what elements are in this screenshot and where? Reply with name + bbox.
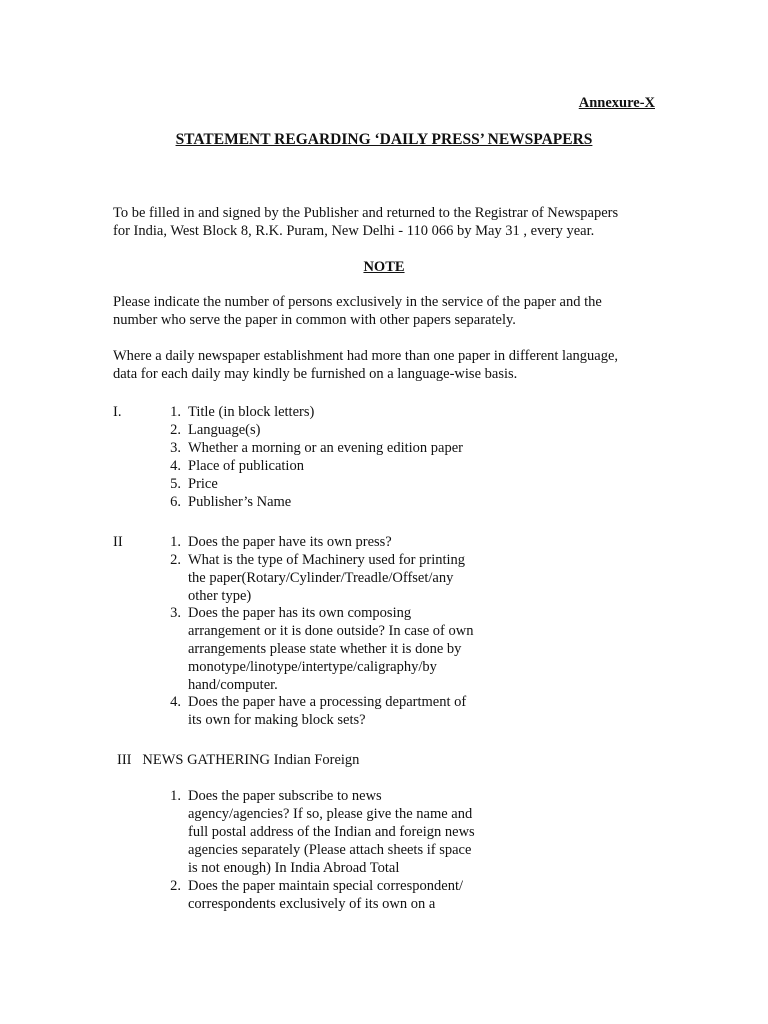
list-item: [188, 693, 466, 729]
intro-line: To be filled in and signed by the Publisher and returned to the Registrar of Newspapers: [113, 205, 619, 221]
list-item-line: Does the paper has its own composing: [188, 605, 412, 621]
note-line: Where a daily newspaper establishment had more than one paper in different language,: [113, 348, 619, 364]
list-item: Publisher’s Name: [188, 494, 292, 510]
list-item-line: Does the paper subscribe to news: [188, 788, 382, 804]
list-item-line: full postal address of the Indian and foreign news: [188, 824, 475, 840]
list-item: Language(s): [188, 422, 261, 438]
list-item-number: 5.: [170, 476, 181, 492]
list-item-line: Does the paper have a processing department of: [188, 694, 467, 710]
note-heading: NOTE: [363, 259, 405, 275]
list-item-number: 2.: [170, 552, 181, 568]
list-item-number: 1.: [170, 534, 181, 550]
document-title: STATEMENT REGARDING ‘DAILY PRESS’ NEWSPAPERS: [175, 131, 593, 148]
list-item-line: monotype/linotype/intertype/caligraphy/by: [188, 659, 437, 675]
list-item-line: agency/agencies? If so, please give the name and: [188, 806, 473, 822]
note-paragraph-2: [113, 347, 653, 383]
list-item-number: 3.: [170, 440, 181, 456]
list-item-line: correspondents exclusively of its own on a: [188, 896, 436, 912]
list-item-number: 2.: [170, 422, 181, 438]
list-item-line: its own for making block sets?: [188, 712, 366, 728]
list-item-number: 6.: [170, 494, 181, 510]
list-item-number: 1.: [170, 404, 181, 420]
list-item-line: arrangements please state whether it is done by: [188, 641, 462, 657]
note-line: number who serve the paper in common with other papers separately.: [113, 312, 516, 328]
list-item-number: 3.: [170, 605, 181, 621]
list-item-number: 4.: [170, 458, 181, 474]
list-item: Whether a morning or an evening edition paper: [188, 440, 463, 456]
list-item-line: Does the paper have its own press?: [188, 534, 392, 550]
list-item: [188, 787, 475, 877]
list-item-line: the paper(Rotary/Cylinder/Treadle/Offset/any: [188, 570, 454, 586]
list-item: [188, 533, 392, 551]
section-2-label: II: [113, 534, 123, 550]
list-item: Place of publication: [188, 458, 304, 474]
list-item: [188, 604, 473, 694]
note-line: data for each daily may kindly be furnished on a language-wise basis.: [113, 366, 518, 382]
list-item: [188, 877, 463, 913]
list-item-number: 4.: [170, 694, 181, 710]
note-line: Please indicate the number of persons exclusively in the service of the paper and the: [113, 294, 602, 310]
list-item-number: 2.: [170, 878, 181, 894]
list-item-line: hand/computer.: [188, 677, 278, 693]
list-item-line: What is the type of Machinery used for printing: [188, 552, 466, 568]
list-item-line: arrangement or it is done outside? In case of own: [188, 623, 474, 639]
list-item: Title (in block letters): [188, 404, 315, 420]
intro-line: for India, West Block 8, R.K. Puram, New Delhi - 110 066 by May 31 , every year.: [113, 223, 595, 239]
list-item-line: agencies separately (Please attach sheets if space: [188, 842, 472, 858]
section-3-heading: III NEWS GATHERING Indian Foreign: [117, 752, 360, 768]
annexure-label: Annexure-X: [578, 95, 655, 111]
list-item-line: is not enough) In India Abroad Total: [188, 860, 400, 876]
list-item-line: other type): [188, 588, 252, 604]
list-item: Price: [188, 476, 218, 492]
list-item-line: Does the paper maintain special correspondent/: [188, 878, 463, 894]
list-item: [188, 551, 465, 605]
list-item-number: 1.: [170, 788, 181, 804]
note-paragraph-1: [113, 293, 653, 329]
section-1-label: I.: [113, 404, 122, 420]
intro-paragraph: [113, 204, 653, 240]
